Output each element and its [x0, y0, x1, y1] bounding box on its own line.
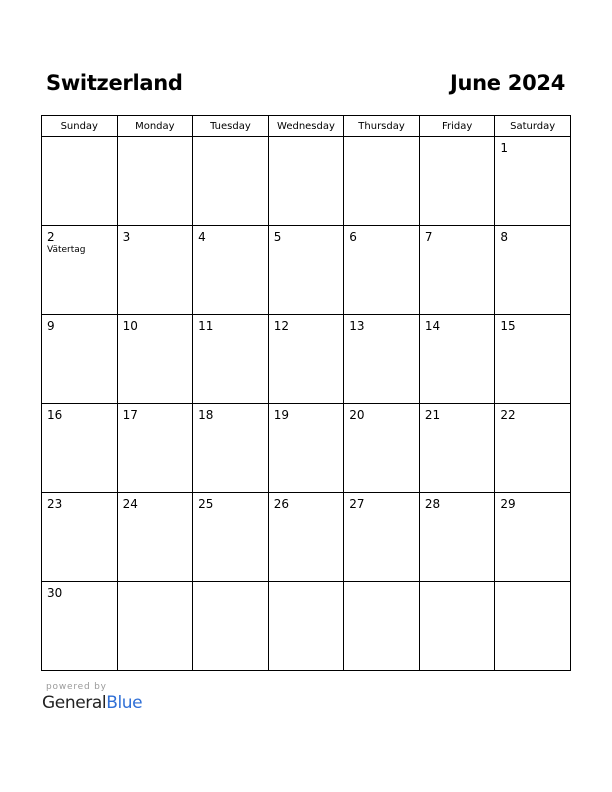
day-number: 11	[198, 319, 214, 333]
day-number: 23	[47, 497, 63, 511]
day-number	[118, 137, 193, 141]
day-cell	[117, 404, 193, 493]
day-cell	[344, 315, 420, 404]
day-cell	[268, 137, 344, 226]
day-number	[420, 137, 495, 141]
day-number: 6	[349, 230, 357, 244]
country-title: Switzerland	[46, 71, 183, 95]
day-number: 16	[47, 408, 63, 422]
day-cell	[495, 493, 571, 582]
day-number: 10	[122, 319, 138, 333]
day-number	[193, 137, 268, 141]
day-number	[269, 582, 344, 586]
day-cell	[344, 404, 420, 493]
day-number: 29	[500, 497, 516, 511]
day-cell	[193, 493, 269, 582]
week-row	[42, 226, 571, 315]
day-number: 9	[47, 319, 55, 333]
day-number	[495, 582, 570, 586]
day-number: 22	[500, 408, 516, 422]
weekday-wednesday: Wednesday	[268, 116, 344, 137]
day-number	[344, 582, 419, 586]
day-number: 5	[273, 230, 282, 244]
day-cell	[193, 404, 269, 493]
day-number: 30	[47, 586, 63, 600]
day-cell	[419, 404, 495, 493]
day-number: 17	[122, 408, 138, 422]
day-cell	[495, 404, 571, 493]
day-cell	[42, 404, 118, 493]
day-number	[420, 582, 495, 586]
day-cell	[117, 582, 193, 671]
day-cell	[344, 493, 420, 582]
day-cell	[495, 226, 571, 315]
day-number: 26	[273, 497, 289, 511]
week-row	[42, 137, 571, 226]
day-cell	[268, 315, 344, 404]
day-number: 2	[47, 230, 55, 244]
weekday-monday: Monday	[117, 116, 193, 137]
day-number: 24	[122, 497, 138, 511]
weekday-thursday: Thursday	[344, 116, 420, 137]
day-cell	[193, 582, 269, 671]
day-cell	[344, 226, 420, 315]
day-cell	[117, 226, 193, 315]
day-cell	[193, 226, 269, 315]
weekday-sunday: Sunday	[42, 116, 118, 137]
day-cell	[495, 582, 571, 671]
day-cell	[42, 137, 118, 226]
week-row	[42, 582, 571, 671]
day-cell	[419, 137, 495, 226]
day-number: 1	[500, 141, 509, 155]
day-number: 15	[500, 319, 516, 333]
day-number: 4	[198, 230, 206, 244]
day-cell	[419, 226, 495, 315]
day-cell	[268, 226, 344, 315]
logo-blue-text: Blue	[106, 693, 143, 713]
day-number: 19	[273, 408, 289, 422]
day-cell	[42, 582, 118, 671]
day-number: 14	[424, 319, 441, 333]
day-cell	[344, 582, 420, 671]
month-title: June 2024	[449, 71, 565, 95]
day-number	[269, 137, 344, 141]
day-cell	[344, 137, 420, 226]
day-number: 21	[424, 408, 441, 422]
day-number: 20	[349, 408, 365, 422]
day-number: 7	[424, 230, 433, 244]
day-number: 13	[349, 319, 365, 333]
powered-by-label: powered by	[46, 682, 107, 692]
day-number	[344, 137, 419, 141]
day-number: 18	[198, 408, 214, 422]
week-row	[42, 404, 571, 493]
calendar-grid	[41, 115, 571, 671]
weekday-friday: Friday	[419, 116, 495, 137]
weekday-saturday: Saturday	[495, 116, 571, 137]
day-number: 27	[349, 497, 365, 511]
day-cell	[495, 137, 571, 226]
holiday-label: Vätertag	[47, 245, 86, 255]
day-number: 8	[500, 230, 509, 244]
logo-general-text: General	[42, 693, 107, 713]
day-cell	[419, 582, 495, 671]
day-number	[42, 137, 117, 141]
day-cell	[42, 493, 118, 582]
day-cell	[42, 315, 118, 404]
day-cell	[193, 137, 269, 226]
day-number: 28	[424, 497, 441, 511]
week-row	[42, 315, 571, 404]
day-cell	[268, 493, 344, 582]
day-number: 3	[122, 230, 131, 244]
day-cell	[117, 493, 193, 582]
day-cell	[268, 404, 344, 493]
weekday-tuesday: Tuesday	[193, 116, 269, 137]
day-number	[118, 582, 193, 586]
day-cell	[419, 493, 495, 582]
day-number: 25	[198, 497, 214, 511]
day-cell	[419, 315, 495, 404]
day-cell	[117, 137, 193, 226]
day-cell	[495, 315, 571, 404]
day-number	[193, 582, 268, 586]
day-cell	[268, 582, 344, 671]
generalblue-logo[interactable]	[42, 693, 142, 713]
day-cell	[193, 315, 269, 404]
day-cell	[42, 226, 118, 315]
day-cell	[117, 315, 193, 404]
weekday-header-row	[42, 116, 571, 137]
day-number: 12	[273, 319, 289, 333]
week-row	[42, 493, 571, 582]
